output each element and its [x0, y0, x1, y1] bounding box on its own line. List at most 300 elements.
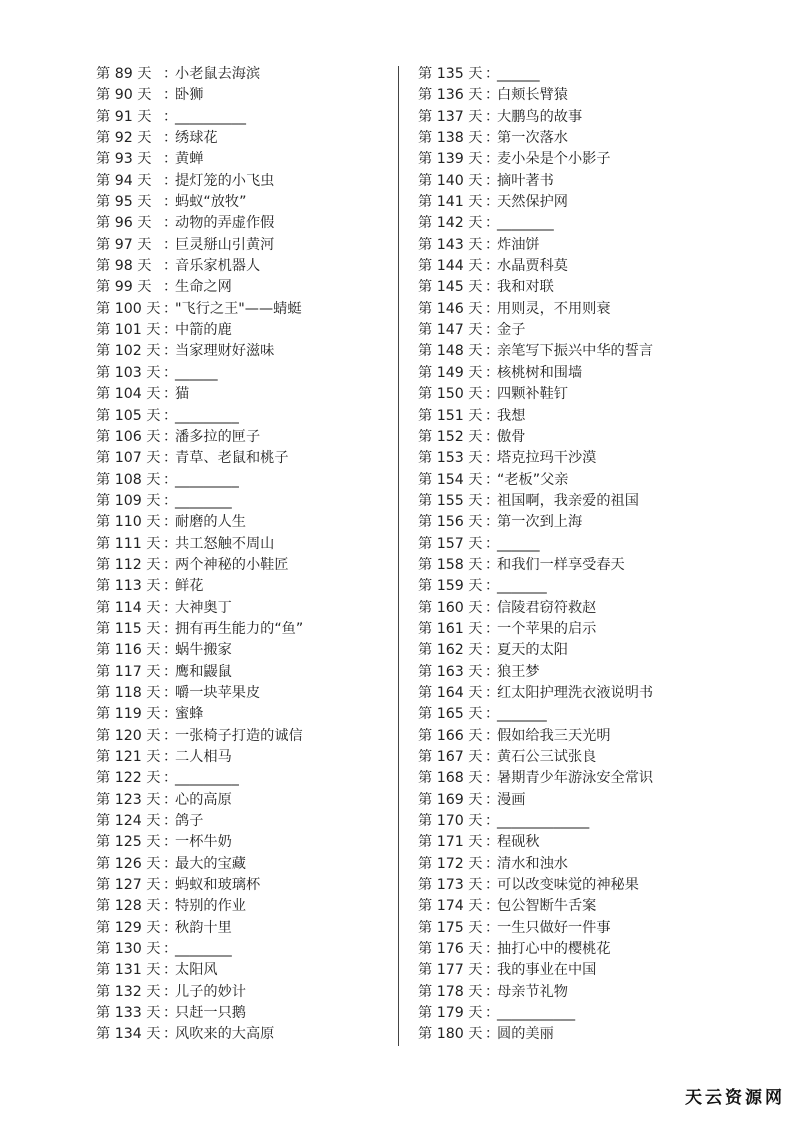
- day-label: 第 96 天: [96, 215, 152, 232]
- list-item: [418, 960, 718, 981]
- reading-title: 一生只做好一件事: [497, 919, 611, 936]
- colon-separator: ：: [163, 941, 178, 958]
- day-label: 第 145 天: [418, 279, 483, 296]
- colon-separator: ：: [485, 407, 500, 424]
- day-label: 第 136 天: [418, 87, 483, 104]
- list-item: [96, 854, 386, 875]
- list-item: [96, 534, 386, 555]
- list-item: [418, 107, 718, 128]
- list-item: [96, 790, 386, 811]
- colon-separator: ：: [485, 813, 500, 830]
- day-label: 第 113 天: [96, 578, 161, 595]
- reading-title: ______: [497, 535, 540, 552]
- list-item: [96, 640, 386, 661]
- list-item: [418, 320, 718, 341]
- reading-title: 一张椅子打造的诚信: [175, 727, 303, 744]
- list-item: [418, 683, 718, 704]
- reading-title: 大鹏鸟的故事: [497, 108, 583, 125]
- colon-separator: ：: [163, 450, 178, 467]
- colon-separator: ：: [163, 791, 178, 808]
- day-label: 第 176 天: [418, 941, 483, 958]
- day-label: 第 142 天: [418, 215, 483, 232]
- list-item: [418, 704, 718, 725]
- reading-title: 二人相马: [175, 749, 232, 765]
- day-label: 第 109 天: [96, 492, 161, 509]
- reading-title: ________: [175, 492, 232, 509]
- colon-separator: ：: [485, 834, 500, 851]
- day-label: 第 118 天: [96, 684, 161, 701]
- colon-separator: ：: [485, 428, 500, 445]
- colon-separator: ：: [163, 87, 178, 104]
- reading-title: 音乐家机器人: [175, 258, 261, 275]
- list-item: [96, 811, 386, 832]
- list-item: [418, 747, 718, 768]
- day-label: 第 97 天: [96, 236, 152, 253]
- day-label: 第 168 天: [418, 770, 483, 787]
- day-label: 第 160 天: [418, 599, 483, 616]
- reading-title: __________: [175, 108, 246, 125]
- colon-separator: ：: [163, 428, 178, 445]
- reading-title: 共工怒触不周山: [175, 535, 275, 552]
- day-label: 第 133 天: [96, 1005, 161, 1022]
- colon-separator: ：: [485, 663, 500, 680]
- reading-title: 亲笔写下振兴中华的誓言: [497, 343, 654, 360]
- list-item: [418, 832, 718, 853]
- colon-separator: ：: [163, 194, 178, 211]
- list-item: [96, 1024, 386, 1045]
- reading-title: 和我们一样享受春天: [497, 556, 625, 573]
- reading-title: _________: [175, 770, 239, 787]
- colon-separator: ：: [163, 492, 178, 509]
- day-label: 第 159 天: [418, 578, 483, 595]
- list-item: [418, 277, 718, 298]
- list-item: [96, 448, 386, 469]
- day-label: 第 126 天: [96, 855, 161, 872]
- reading-title: 用则灵，不用则衰: [497, 300, 611, 317]
- reading-title: 巨灵掰山引黄河: [175, 236, 275, 253]
- colon-separator: ：: [163, 215, 178, 232]
- colon-separator: ：: [485, 727, 500, 744]
- colon-separator: ：: [163, 855, 178, 872]
- day-label: 第 128 天: [96, 898, 161, 915]
- day-label: 第 141 天: [418, 194, 483, 211]
- reading-title: 麦小朵是个小影子: [497, 151, 611, 168]
- colon-separator: ：: [485, 130, 500, 147]
- day-label: 第 144 天: [418, 258, 483, 275]
- list-item: [96, 427, 386, 448]
- reading-title: 两个神秘的小鞋匠: [175, 556, 289, 573]
- reading-title: 卧狮: [175, 87, 204, 104]
- day-label: 第 131 天: [96, 962, 161, 979]
- day-label: 第 119 天: [96, 706, 161, 723]
- colon-separator: ：: [163, 364, 178, 381]
- day-label: 第 98 天: [96, 258, 152, 275]
- day-label: 第 143 天: [418, 236, 483, 253]
- reading-title: 四颗补鞋钉: [497, 386, 568, 403]
- day-label: 第 166 天: [418, 727, 483, 744]
- day-label: 第 134 天: [96, 1026, 161, 1043]
- day-label: 第 171 天: [418, 834, 483, 851]
- list-item: [96, 662, 386, 683]
- list-item: [418, 1003, 718, 1024]
- colon-separator: ：: [163, 556, 178, 573]
- day-label: 第 110 天: [96, 514, 161, 531]
- colon-separator: ：: [163, 877, 178, 894]
- list-item: [96, 320, 386, 341]
- colon-separator: ：: [485, 87, 500, 104]
- day-label: 第 112 天: [96, 556, 161, 573]
- list-item: [418, 341, 718, 362]
- colon-separator: ：: [163, 749, 178, 765]
- list-item: [418, 64, 718, 85]
- list-item: [418, 555, 718, 576]
- day-label: 第 174 天: [418, 898, 483, 915]
- day-label: 第 157 天: [418, 535, 483, 552]
- reading-title: 绣球花: [175, 130, 218, 147]
- day-label: 第 162 天: [418, 642, 483, 659]
- day-label: 第 115 天: [96, 620, 161, 637]
- reading-title: 程砚秋: [497, 834, 540, 851]
- colon-separator: ：: [485, 620, 500, 637]
- colon-separator: ：: [163, 642, 178, 659]
- list-item: [96, 768, 386, 789]
- colon-separator: ：: [485, 322, 500, 339]
- colon-separator: ：: [485, 514, 500, 531]
- colon-separator: ：: [485, 151, 500, 168]
- reading-title: 青草、老鼠和桃子: [175, 450, 289, 467]
- reading-title: 蜗牛搬家: [175, 642, 232, 659]
- list-item: [418, 427, 718, 448]
- day-label: 第 177 天: [418, 962, 483, 979]
- reading-title: 耐磨的人生: [175, 514, 246, 531]
- list-item: [96, 939, 386, 960]
- reading-title: 最大的宝藏: [175, 855, 246, 872]
- list-item: [96, 875, 386, 896]
- colon-separator: ：: [485, 386, 500, 403]
- reading-title: 太阳风: [175, 962, 218, 979]
- list-item: [96, 960, 386, 981]
- reading-title: "飞行之王"——蜻蜓: [175, 300, 302, 317]
- colon-separator: ：: [163, 407, 178, 424]
- colon-separator: ：: [163, 770, 178, 787]
- list-item: [96, 598, 386, 619]
- colon-separator: ：: [163, 151, 178, 168]
- list-item: [418, 854, 718, 875]
- day-label: 第 111 天: [96, 535, 161, 552]
- colon-separator: ：: [163, 258, 178, 275]
- list-item: [418, 875, 718, 896]
- day-label: 第 172 天: [418, 855, 483, 872]
- reading-title: 核桃树和围墙: [497, 364, 583, 381]
- day-label: 第 179 天: [418, 1005, 483, 1022]
- right-column-list: [418, 64, 718, 1046]
- colon-separator: ：: [163, 706, 178, 723]
- colon-separator: ：: [163, 1005, 178, 1022]
- reading-title: 心的高原: [175, 791, 232, 808]
- list-item: [96, 256, 386, 277]
- list-item: [418, 982, 718, 1003]
- reading-title: 我和对联: [497, 279, 554, 296]
- reading-title: 漫画: [497, 791, 526, 808]
- reading-title: 可以改变味觉的神秘果: [497, 877, 639, 894]
- colon-separator: ：: [485, 1005, 500, 1022]
- reading-title: 抽打心中的樱桃花: [497, 941, 611, 958]
- reading-title: ______: [175, 364, 218, 381]
- list-item: [96, 726, 386, 747]
- day-label: 第 120 天: [96, 727, 161, 744]
- colon-separator: ：: [485, 492, 500, 509]
- day-label: 第 173 天: [418, 877, 483, 894]
- colon-separator: ：: [163, 343, 178, 360]
- day-label: 第 103 天: [96, 364, 161, 381]
- day-label: 第 137 天: [418, 108, 483, 125]
- list-item: [96, 235, 386, 256]
- reading-title: 黄蝉: [175, 151, 204, 168]
- reading-title: 大神奥丁: [175, 599, 232, 616]
- day-label: 第 102 天: [96, 343, 161, 360]
- list-item: [96, 683, 386, 704]
- list-item: [418, 149, 718, 170]
- list-item: [96, 491, 386, 512]
- reading-title: 猫: [175, 386, 190, 403]
- day-label: 第 158 天: [418, 556, 483, 573]
- day-label: 第 161 天: [418, 620, 483, 637]
- list-item: [418, 598, 718, 619]
- day-label: 第 108 天: [96, 471, 161, 488]
- colon-separator: ：: [485, 770, 500, 787]
- colon-separator: ：: [163, 130, 178, 147]
- day-label: 第 105 天: [96, 407, 161, 424]
- reading-title: 潘多拉的匣子: [175, 428, 261, 445]
- watermark-logo: 天云资源网: [685, 1088, 785, 1108]
- colon-separator: ：: [163, 236, 178, 253]
- list-item: [418, 470, 718, 491]
- list-item: [418, 192, 718, 213]
- colon-separator: ：: [485, 535, 500, 552]
- reading-title: 我的事业在中国: [497, 962, 597, 979]
- day-label: 第 175 天: [418, 919, 483, 936]
- day-label: 第 116 天: [96, 642, 161, 659]
- list-item: [418, 918, 718, 939]
- day-label: 第 146 天: [418, 300, 483, 317]
- list-item: [96, 363, 386, 384]
- list-item: [96, 149, 386, 170]
- colon-separator: ：: [163, 983, 178, 1000]
- reading-title: 白颊长臂猿: [497, 87, 568, 104]
- colon-separator: ：: [485, 983, 500, 1000]
- colon-separator: ：: [163, 535, 178, 552]
- list-item: [96, 128, 386, 149]
- reading-title: 儿子的妙计: [175, 983, 246, 1000]
- day-label: 第 152 天: [418, 428, 483, 445]
- day-label: 第 90 天: [96, 87, 152, 104]
- reading-title: 信陵君窃符救赵: [497, 599, 597, 616]
- day-label: 第 99 天: [96, 279, 152, 296]
- colon-separator: ：: [163, 471, 178, 488]
- list-item: [96, 107, 386, 128]
- day-label: 第 94 天: [96, 172, 152, 189]
- colon-separator: ：: [485, 962, 500, 979]
- colon-separator: ：: [163, 813, 178, 830]
- day-label: 第 151 天: [418, 407, 483, 424]
- colon-separator: ：: [485, 898, 500, 915]
- colon-separator: ：: [485, 343, 500, 360]
- list-item: [96, 832, 386, 853]
- colon-separator: ：: [485, 684, 500, 701]
- list-item: [96, 192, 386, 213]
- left-column-list: [96, 64, 386, 1046]
- reading-title: 夏天的太阳: [497, 642, 568, 659]
- colon-separator: ：: [485, 108, 500, 125]
- colon-separator: ：: [163, 919, 178, 936]
- list-item: [418, 939, 718, 960]
- list-item: [96, 704, 386, 725]
- list-item: [418, 384, 718, 405]
- day-label: 第 123 天: [96, 791, 161, 808]
- list-item: [418, 363, 718, 384]
- colon-separator: ：: [485, 215, 500, 232]
- column-divider: [398, 66, 399, 1046]
- day-label: 第 164 天: [418, 684, 483, 701]
- colon-separator: ：: [163, 172, 178, 189]
- reading-title: 鲜花: [175, 578, 204, 595]
- list-item: [418, 576, 718, 597]
- colon-separator: ：: [485, 749, 500, 765]
- list-item: [96, 384, 386, 405]
- day-label: 第 91 天: [96, 108, 152, 125]
- reading-title: 嚼一块苹果皮: [175, 684, 261, 701]
- list-item: [96, 299, 386, 320]
- list-item: [418, 662, 718, 683]
- day-label: 第 163 天: [418, 663, 483, 680]
- day-label: 第 130 天: [96, 941, 161, 958]
- colon-separator: ：: [485, 578, 500, 595]
- reading-title: 红太阳护理洗衣液说明书: [497, 684, 654, 701]
- colon-separator: ：: [485, 877, 500, 894]
- colon-separator: ：: [163, 300, 178, 317]
- colon-separator: ：: [163, 1026, 178, 1043]
- list-item: [418, 128, 718, 149]
- day-label: 第 121 天: [96, 749, 161, 765]
- colon-separator: ：: [163, 599, 178, 616]
- reading-title: 圆的美丽: [497, 1026, 554, 1043]
- reading-title: 蜜蜂: [175, 706, 204, 723]
- colon-separator: ：: [485, 194, 500, 211]
- reading-title: 狼王梦: [497, 663, 540, 680]
- list-item: [96, 576, 386, 597]
- day-label: 第 124 天: [96, 813, 161, 830]
- list-item: [96, 1003, 386, 1024]
- day-label: 第 92 天: [96, 130, 152, 147]
- colon-separator: ：: [485, 941, 500, 958]
- list-item: [418, 1024, 718, 1045]
- list-item: [418, 640, 718, 661]
- list-item: [96, 918, 386, 939]
- reading-title: 天然保护网: [497, 194, 568, 211]
- reading-title: 蚂蚁“放牧”: [175, 194, 247, 211]
- day-label: 第 150 天: [418, 386, 483, 403]
- reading-title: 风吹来的大高原: [175, 1026, 275, 1043]
- colon-separator: ：: [485, 172, 500, 189]
- reading-title: ___________: [497, 1005, 576, 1022]
- reading-title: 鸽子: [175, 813, 204, 830]
- colon-separator: ：: [485, 258, 500, 275]
- day-label: 第 147 天: [418, 322, 483, 339]
- day-label: 第 125 天: [96, 834, 161, 851]
- day-label: 第 180 天: [418, 1026, 483, 1043]
- colon-separator: ：: [163, 279, 178, 296]
- reading-title: 金子: [497, 322, 526, 339]
- colon-separator: ：: [485, 364, 500, 381]
- list-item: [418, 811, 718, 832]
- reading-title: _______: [497, 578, 547, 595]
- reading-title: 清水和浊水: [497, 855, 568, 872]
- list-item: [418, 768, 718, 789]
- list-item: [96, 619, 386, 640]
- list-item: [418, 406, 718, 427]
- reading-title: 我想: [497, 407, 526, 424]
- list-item: [96, 406, 386, 427]
- reading-title: 第一次落水: [497, 130, 568, 147]
- reading-title: 假如给我三天光明: [497, 727, 611, 744]
- colon-separator: ：: [485, 855, 500, 872]
- day-label: 第 167 天: [418, 749, 483, 765]
- reading-title: 生命之网: [175, 279, 232, 296]
- reading-title: 黄石公三试张良: [497, 749, 597, 765]
- colon-separator: ：: [163, 684, 178, 701]
- list-item: [96, 747, 386, 768]
- colon-separator: ：: [485, 236, 500, 253]
- colon-separator: ：: [485, 279, 500, 296]
- reading-title: ______: [497, 66, 540, 82]
- reading-title: 一个苹果的启示: [497, 620, 597, 637]
- colon-separator: ：: [485, 556, 500, 573]
- day-label: 第 89 天: [96, 66, 152, 82]
- colon-separator: ：: [163, 727, 178, 744]
- colon-separator: ：: [163, 834, 178, 851]
- day-label: 第 170 天: [418, 813, 483, 830]
- day-label: 第 107 天: [96, 450, 161, 467]
- day-label: 第 101 天: [96, 322, 161, 339]
- day-label: 第 132 天: [96, 983, 161, 1000]
- day-label: 第 155 天: [418, 492, 483, 509]
- colon-separator: ：: [485, 642, 500, 659]
- reading-title: 提灯笼的小飞虫: [175, 172, 275, 189]
- list-item: [418, 512, 718, 533]
- reading-title: 鹰和鼹鼠: [175, 663, 232, 680]
- list-item: [96, 470, 386, 491]
- list-item: [96, 277, 386, 298]
- reading-title: “老板”父亲: [497, 471, 569, 488]
- colon-separator: ：: [485, 1026, 500, 1043]
- day-label: 第 95 天: [96, 194, 152, 211]
- day-label: 第 100 天: [96, 300, 161, 317]
- day-label: 第 135 天: [418, 66, 483, 82]
- reading-title: ________: [497, 215, 554, 232]
- colon-separator: ：: [163, 620, 178, 637]
- day-label: 第 129 天: [96, 919, 161, 936]
- list-item: [418, 790, 718, 811]
- list-item: [418, 448, 718, 469]
- colon-separator: ：: [163, 898, 178, 915]
- list-item: [418, 726, 718, 747]
- reading-title: 炸油饼: [497, 236, 540, 253]
- reading-title: 祖国啊，我亲爱的祖国: [497, 492, 639, 509]
- day-label: 第 114 天: [96, 599, 161, 616]
- reading-title: 特别的作业: [175, 898, 246, 915]
- reading-title: 小老鼠去海滨: [175, 66, 261, 82]
- colon-separator: ：: [163, 962, 178, 979]
